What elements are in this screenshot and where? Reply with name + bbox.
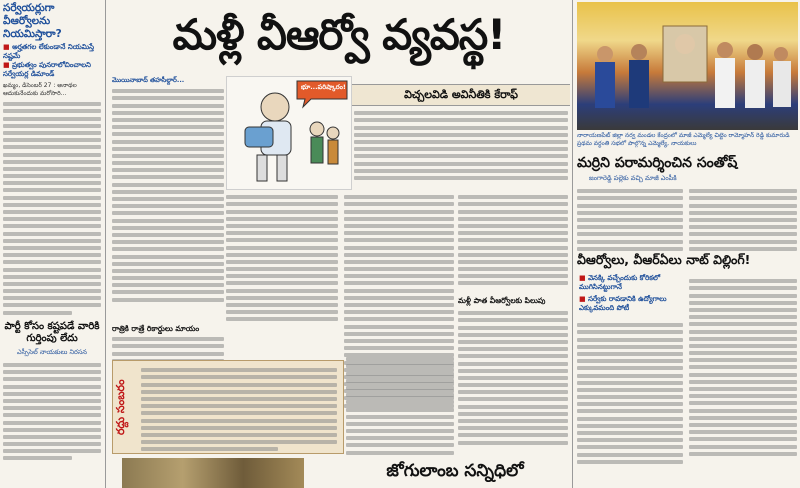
right-column [575, 0, 800, 488]
left-column [0, 0, 104, 488]
sidebar-text [141, 365, 337, 454]
main-body-lower-mid [346, 354, 454, 458]
cartoon-figure-icon [227, 77, 351, 189]
main-body-far-right [458, 192, 568, 289]
left-bullet-2: ■ ప్రభుత్వం పునరాలోచించాలని సర్వేయర్ల డిమాండ్ [3, 61, 91, 78]
right-bullet-2: ■ సర్వేకు రావడానికి ఉద్యోగాలు ఎక్కువమంది పోటీ [579, 295, 667, 312]
right-headline-3: వీఆర్వోలు, వీఆర్ఏలు నాట్ విల్లింగ్! [577, 252, 751, 267]
left-body-text-2 [0, 363, 104, 460]
left-byline: ఎస్సీసెల్ నాయకులు నిరసన [17, 347, 87, 356]
main-subhead-3: మళ్లీ పాత వీఆర్వోలకు పిలుపు [458, 296, 546, 305]
right-byline: జంగారెడ్డి పల్లెకు వచ్చి మాజీ ఎంపీకి [589, 174, 677, 182]
left-bullet-1: ■ అర్హతగల లేకుండానే నియమిస్తే నష్టమే [3, 43, 95, 60]
main-kicker: మొయినాబాద్ తహసీల్దార్... [112, 76, 185, 84]
main-subhead-2: రాత్రికి రాత్రే రికార్డులు మాయం [112, 324, 200, 333]
right-headline-2: మర్రిని పరామర్శించిన సంతోష్ [577, 155, 738, 171]
main-body-far-right-2 [458, 308, 568, 448]
cartoon-label: భూ...పరిష్కారం! [301, 83, 346, 91]
right-body-3 [577, 320, 683, 467]
people-group-icon [577, 2, 798, 130]
sidebar-label: రద్దు సంబరం [114, 379, 127, 435]
left-intro: ఖమ్మం, డిసెంబర్ 27 : అనాథల ఆదుకునేందుకు మరోసారి... [3, 82, 77, 97]
cartoon-illustration [226, 76, 352, 190]
left-subhead: పార్టీ కోసం కష్టపడే వారికి గుర్తింపు లేదు [4, 320, 100, 344]
bottom-headline: జోగులాంబ సన్నిధిలో [386, 461, 524, 481]
right-bullet-1: ■ వెనక్కి వచ్చేందుకు కోరికలో ముగిసినట్టుగానే [579, 274, 661, 291]
main-column [108, 0, 570, 488]
subhead-bar [352, 84, 570, 106]
subhead-bar-text: విచ్చలవిడి అవినీతికి కేరాఫ్ [404, 88, 518, 101]
left-bullets [0, 41, 104, 81]
bottom-photo [122, 458, 304, 488]
main-body-left [112, 86, 224, 305]
event-photo [577, 2, 798, 130]
right-body-1 [577, 186, 683, 254]
right-body-4 [689, 276, 797, 459]
main-body-right-top [354, 108, 568, 183]
right-body-2 [689, 186, 797, 254]
column-divider-1 [105, 0, 106, 488]
main-headline: మళ్లీ వీఆర్వో వ్యవస్థ! [172, 10, 506, 59]
photo-caption: నారాయణపేట్ జిల్లా నర్వ మండల కేంద్రంలో మాజీ ఎమ్మెల్యే చిట్టెం రామ్మోహన్ రెడ్డి కుమారుడి ప్రథమ వర్ధంతి సభలో పాల్గొన్న ఎమ్మెల్యే, నాయకులు [577, 132, 790, 147]
column-divider-2 [572, 0, 573, 488]
main-body-mid [226, 192, 338, 325]
sidebar-box [112, 360, 344, 454]
left-body-text [0, 102, 104, 314]
left-headline: సర్వేయర్లుగా వీఆర్వోలను నియమిస్తారా? [3, 2, 62, 40]
right-bullets [579, 274, 683, 313]
